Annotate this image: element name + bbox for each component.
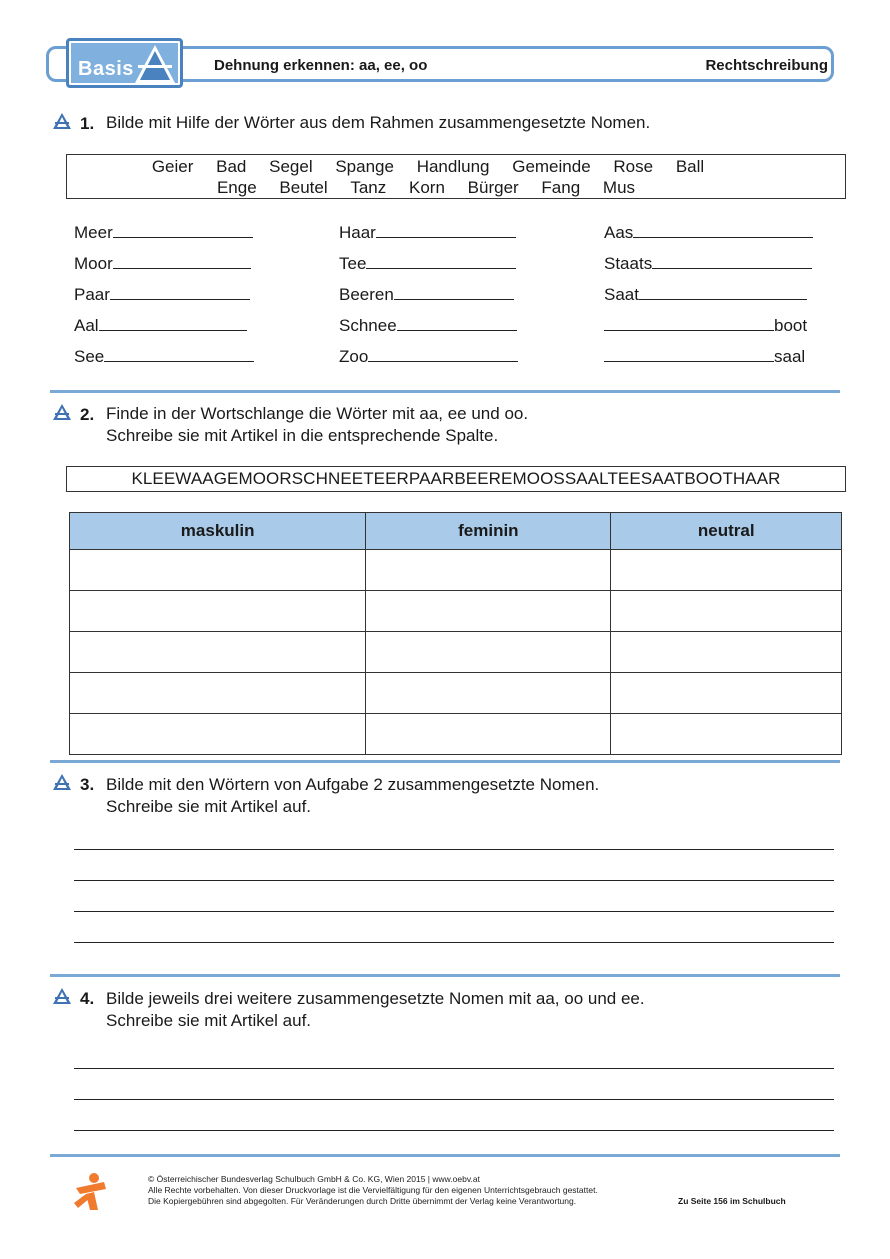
word-row bbox=[39, 157, 817, 177]
section-divider bbox=[50, 390, 840, 393]
table-cell[interactable] bbox=[611, 632, 842, 673]
fill-in-field[interactable]: Meer bbox=[74, 222, 253, 243]
writing-line[interactable] bbox=[74, 1130, 834, 1131]
word: Mus bbox=[602, 178, 636, 197]
task-instruction: Schreibe sie mit Artikel auf. bbox=[106, 797, 312, 816]
writing-line[interactable] bbox=[74, 1099, 834, 1100]
word: Bürger bbox=[467, 178, 519, 197]
badge-label: Basis bbox=[78, 58, 134, 80]
fill-in-field[interactable]: See bbox=[74, 346, 254, 367]
task-pyramid-icon bbox=[52, 403, 72, 421]
fill-in-field[interactable]: Zoo bbox=[339, 346, 518, 367]
column-header: maskulin bbox=[70, 513, 366, 550]
word: Korn bbox=[409, 178, 445, 197]
task-instruction: Bilde jeweils drei weitere zusammengesetzte Nomen mit aa, oo und ee. bbox=[106, 989, 645, 1008]
table-cell[interactable] bbox=[70, 550, 366, 591]
fill-in-field[interactable]: Aal bbox=[74, 315, 247, 336]
table-cell[interactable] bbox=[611, 591, 842, 632]
task-instruction: Schreibe sie mit Artikel in die entsprechende Spalte. bbox=[106, 426, 499, 445]
table-cell[interactable] bbox=[70, 714, 366, 755]
task-instruction: Finde in der Wortschlange die Wörter mit aa, ee und oo. bbox=[106, 404, 529, 423]
fill-in-field[interactable]: Staats bbox=[604, 253, 812, 274]
word-snake: KLEEWAAGEMOORSCHNEETEERPAARBEEREMOOSSAALTEESAATBOOTHAAR bbox=[66, 466, 846, 492]
table-cell[interactable] bbox=[611, 550, 842, 591]
word: Handlung bbox=[416, 157, 490, 176]
table-cell[interactable] bbox=[366, 591, 611, 632]
pyramid-icon bbox=[133, 43, 177, 85]
table-cell[interactable] bbox=[70, 591, 366, 632]
word-row bbox=[37, 178, 815, 198]
fill-in-field[interactable]: Schnee bbox=[339, 315, 517, 336]
writing-line[interactable] bbox=[74, 1068, 834, 1069]
word: Ball bbox=[675, 157, 705, 176]
writing-line[interactable] bbox=[74, 849, 834, 850]
fill-in-field[interactable]: Tee bbox=[339, 253, 516, 274]
word: Bad bbox=[216, 157, 247, 176]
task-number: 1. bbox=[80, 114, 95, 133]
column-header: feminin bbox=[366, 513, 611, 550]
word: Gemeinde bbox=[512, 157, 591, 176]
task-pyramid-icon bbox=[52, 987, 72, 1005]
writing-line[interactable] bbox=[74, 911, 834, 912]
word: Fang bbox=[541, 178, 581, 197]
footer-divider bbox=[50, 1154, 840, 1157]
section-divider bbox=[50, 760, 840, 763]
table-cell[interactable] bbox=[70, 673, 366, 714]
task-instruction: Schreibe sie mit Artikel auf. bbox=[106, 1011, 312, 1030]
table-row bbox=[70, 714, 842, 755]
task-pyramid-icon bbox=[52, 112, 72, 130]
copyright-line: © Österreichischer Bundesverlag Schulbuch GmbH & Co. KG, Wien 2015 | www.oebv.at bbox=[148, 1174, 480, 1184]
fill-in-field[interactable]: boot bbox=[604, 315, 807, 336]
writing-line[interactable] bbox=[74, 880, 834, 881]
task-number: 4. bbox=[80, 989, 95, 1008]
task-instruction: Bilde mit Hilfe der Wörter aus dem Rahmen zusammengesetzte Nomen. bbox=[106, 113, 651, 132]
section-divider bbox=[50, 974, 840, 977]
table-cell[interactable] bbox=[366, 550, 611, 591]
copyright-line: Die Kopiergebühren sind abgegolten. Für Veränderungen durch Dritte übernimmt der Verlag keine Verantwortung. bbox=[148, 1196, 577, 1206]
task-pyramid-icon bbox=[52, 773, 72, 791]
fill-in-field[interactable]: Aas bbox=[604, 222, 813, 243]
publisher-logo-icon bbox=[72, 1172, 110, 1212]
word: Tanz bbox=[350, 178, 387, 197]
fill-in-field[interactable]: Moor bbox=[74, 253, 251, 274]
table-row bbox=[70, 632, 842, 673]
word: Spange bbox=[335, 157, 394, 176]
word-box bbox=[66, 154, 846, 199]
task-number: 2. bbox=[80, 405, 95, 424]
table-cell[interactable] bbox=[366, 714, 611, 755]
task-instruction: Bilde mit den Wörtern von Aufgabe 2 zusammengesetzte Nomen. bbox=[106, 775, 600, 794]
word: Rose bbox=[613, 157, 654, 176]
fill-in-field[interactable]: saal bbox=[604, 346, 805, 367]
gender-table bbox=[69, 512, 842, 755]
fill-in-field[interactable]: Beeren bbox=[339, 284, 514, 305]
word: Segel bbox=[269, 157, 313, 176]
fill-in-field[interactable]: Haar bbox=[339, 222, 516, 243]
table-cell[interactable] bbox=[611, 673, 842, 714]
word: Beutel bbox=[279, 178, 328, 197]
table-row bbox=[70, 591, 842, 632]
table-cell[interactable] bbox=[70, 632, 366, 673]
table-cell[interactable] bbox=[366, 632, 611, 673]
page-title: Dehnung erkennen: aa, ee, oo bbox=[214, 57, 428, 74]
word: Geier bbox=[151, 157, 194, 176]
table-cell[interactable] bbox=[366, 673, 611, 714]
column-header: neutral bbox=[611, 513, 842, 550]
copyright-line: Alle Rechte vorbehalten. Von dieser Druckvorlage ist die Vervielfältigung für den eigenen Unterrichtsgebrauch gestattet. bbox=[148, 1185, 598, 1195]
textbook-reference: Zu Seite 156 im Schulbuch bbox=[678, 1196, 786, 1206]
table-cell[interactable] bbox=[611, 714, 842, 755]
table-row bbox=[70, 550, 842, 591]
fill-in-field[interactable]: Paar bbox=[74, 284, 250, 305]
word: Enge bbox=[216, 178, 257, 197]
task-number: 3. bbox=[80, 775, 95, 794]
fill-in-field[interactable]: Saat bbox=[604, 284, 807, 305]
writing-line[interactable] bbox=[74, 942, 834, 943]
subject-label: Rechtschreibung bbox=[705, 57, 828, 74]
table-row bbox=[70, 673, 842, 714]
